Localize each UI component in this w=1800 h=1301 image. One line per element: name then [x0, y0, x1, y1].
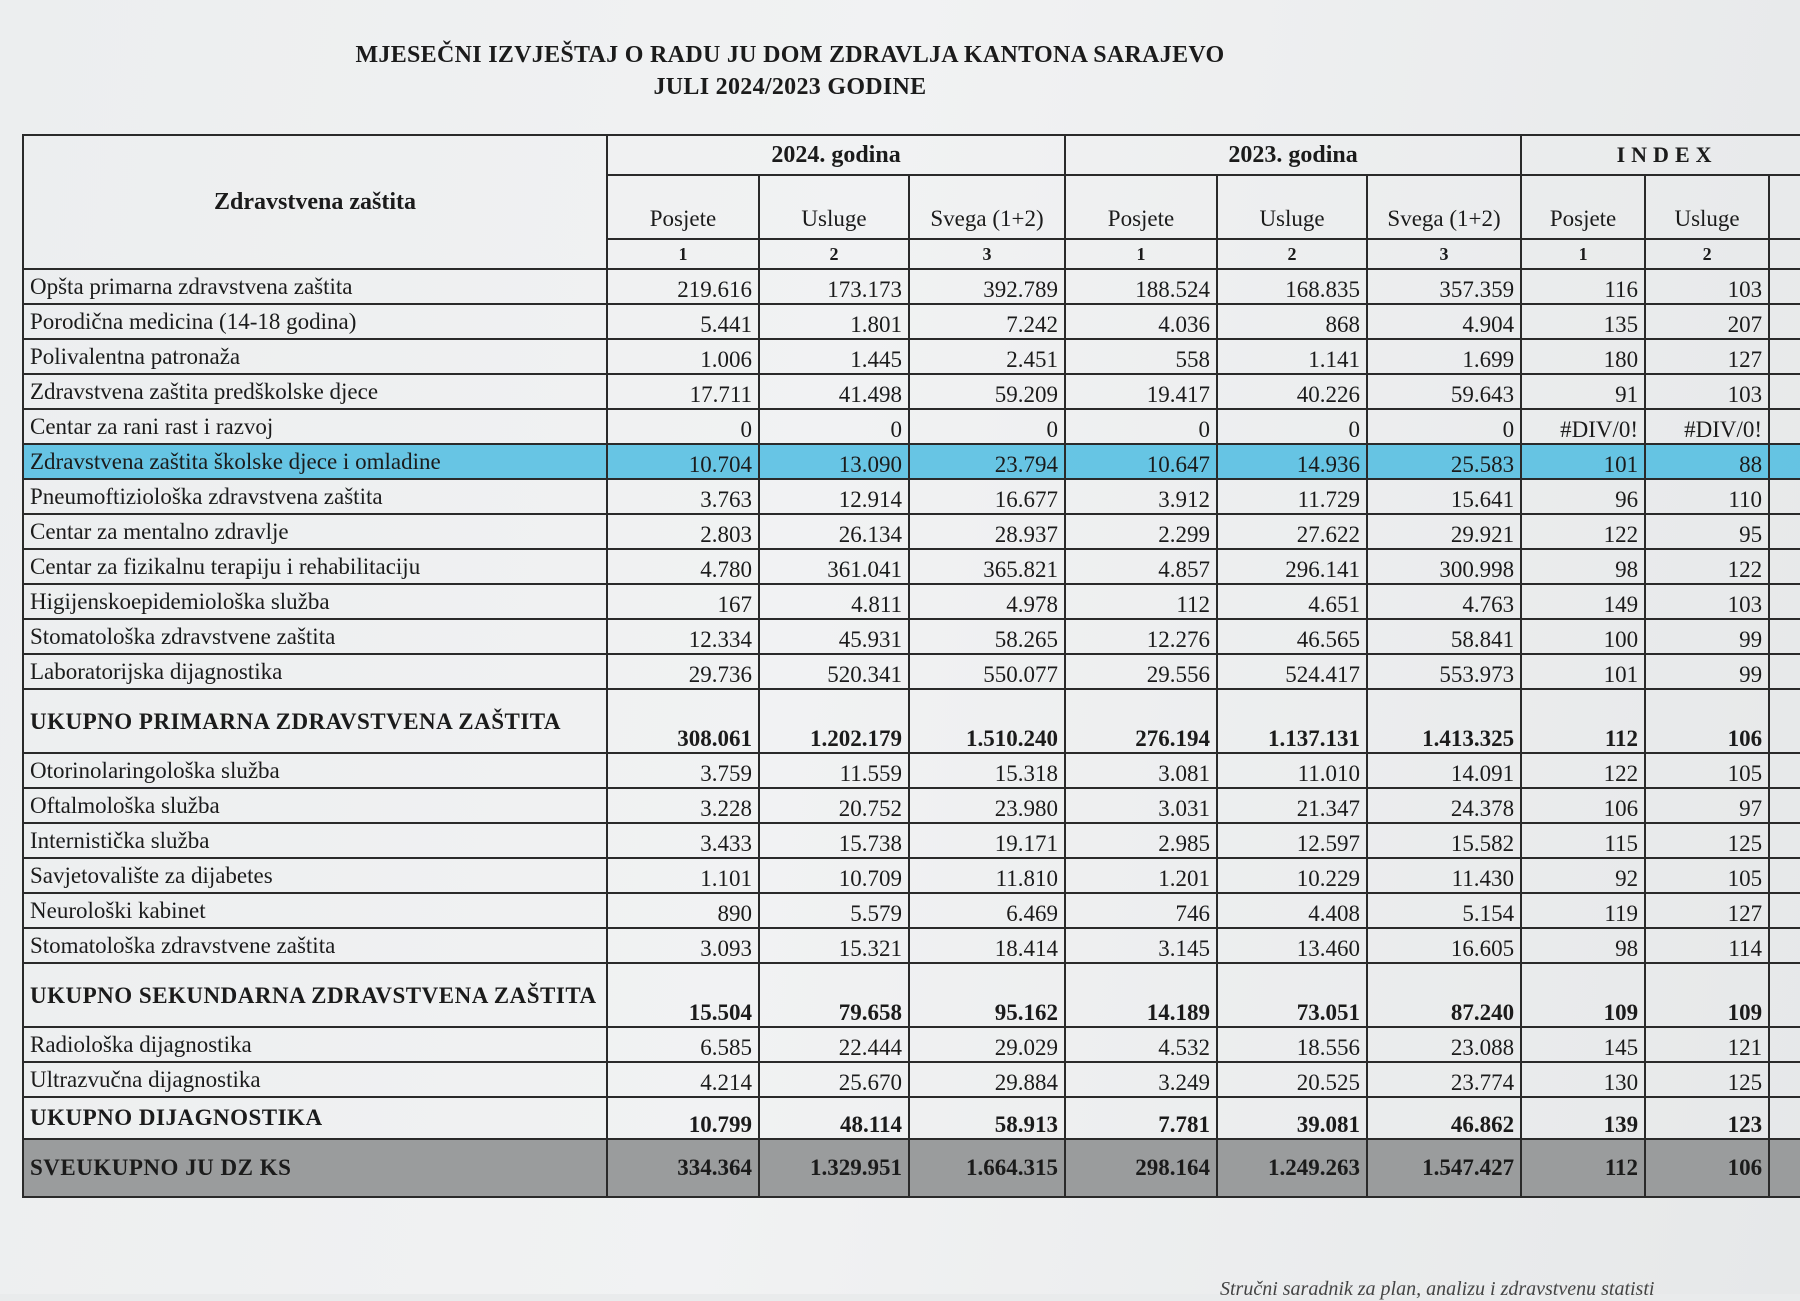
- document-subtitle: JULI 2024/2023 GODINE: [653, 74, 927, 100]
- cell-ip: 139: [1521, 1097, 1645, 1139]
- cell-ip: 112: [1521, 689, 1645, 753]
- cell-s23: 4.904: [1367, 304, 1521, 339]
- cell-ip: 96: [1521, 479, 1645, 514]
- cell-u24: 173.173: [759, 269, 909, 304]
- cell-u24: 361.041: [759, 549, 909, 584]
- cell-iu: 99: [1645, 619, 1769, 654]
- cell-u24: 41.498: [759, 374, 909, 409]
- cell-u24: 5.579: [759, 893, 909, 928]
- row-label: Zdravstvena zaštita predškolske djece: [23, 374, 607, 409]
- header-group-2024: 2024. godina: [607, 135, 1065, 175]
- header-num-1: 1: [607, 239, 759, 269]
- cell-p23: 10.647: [1065, 444, 1217, 479]
- cell-u23: 11.010: [1217, 753, 1367, 788]
- cell-extra: [1769, 823, 1800, 858]
- cell-p23: 3.031: [1065, 788, 1217, 823]
- cell-extra: [1769, 479, 1800, 514]
- report-table: [22, 134, 1800, 1198]
- cell-p24: 10.704: [607, 444, 759, 479]
- cell-s24: 29.884: [909, 1062, 1065, 1097]
- cell-s24: 95.162: [909, 963, 1065, 1027]
- row-label: Stomatološka zdravstvene zaštita: [23, 619, 607, 654]
- cell-u24: 11.559: [759, 753, 909, 788]
- row-label: Internistička služba: [23, 823, 607, 858]
- cell-s23: 29.921: [1367, 514, 1521, 549]
- header-group-index: INDEX: [1521, 135, 1800, 175]
- cell-iu: 123: [1645, 1097, 1769, 1139]
- cell-u23: 1.137.131: [1217, 689, 1367, 753]
- header-num-3: 3: [1367, 239, 1521, 269]
- cell-s24: 365.821: [909, 549, 1065, 584]
- cell-s24: 0: [909, 409, 1065, 444]
- cell-iu: 106: [1645, 689, 1769, 753]
- cell-s24: 23.794: [909, 444, 1065, 479]
- table-row: [23, 304, 1800, 339]
- cell-extra: [1769, 619, 1800, 654]
- cell-iu: 106: [1645, 1139, 1769, 1197]
- cell-p23: 2.299: [1065, 514, 1217, 549]
- row-label: Ultrazvučna dijagnostika: [23, 1062, 607, 1097]
- cell-u24: 22.444: [759, 1027, 909, 1062]
- cell-u24: 79.658: [759, 963, 909, 1027]
- cell-s23: 23.088: [1367, 1027, 1521, 1062]
- cell-ip: 92: [1521, 858, 1645, 893]
- cell-extra: [1769, 374, 1800, 409]
- header-usluge-2024: Usluge: [759, 175, 909, 239]
- header-num-1: 1: [1521, 239, 1645, 269]
- cell-p24: 167: [607, 584, 759, 619]
- header-num-2: 2: [759, 239, 909, 269]
- cell-p24: 219.616: [607, 269, 759, 304]
- cell-iu: 103: [1645, 584, 1769, 619]
- cell-extra: [1769, 444, 1800, 479]
- row-label: Centar za mentalno zdravlje: [23, 514, 607, 549]
- header-num-1: 1: [1065, 239, 1217, 269]
- cell-ip: 112: [1521, 1139, 1645, 1197]
- cell-p24: 3.759: [607, 753, 759, 788]
- cell-u24: 10.709: [759, 858, 909, 893]
- cell-u24: 45.931: [759, 619, 909, 654]
- cell-iu: 127: [1645, 893, 1769, 928]
- cell-p24: 5.441: [607, 304, 759, 339]
- header-usluge-index: Usluge: [1645, 175, 1769, 239]
- table-row: [23, 928, 1800, 963]
- row-label: Stomatološka zdravstvene zaštita: [23, 928, 607, 963]
- table-row: [23, 1062, 1800, 1097]
- cell-p23: 3.249: [1065, 1062, 1217, 1097]
- cell-u23: 10.229: [1217, 858, 1367, 893]
- table-row: [23, 409, 1800, 444]
- cell-extra: [1769, 858, 1800, 893]
- cell-iu: 105: [1645, 858, 1769, 893]
- row-label: Oftalmološka služba: [23, 788, 607, 823]
- cell-iu: #DIV/0!: [1645, 409, 1769, 444]
- cell-extra: [1769, 753, 1800, 788]
- header-num-2: 2: [1645, 239, 1769, 269]
- cell-s23: 23.774: [1367, 1062, 1521, 1097]
- cell-s24: 19.171: [909, 823, 1065, 858]
- cell-p24: 3.763: [607, 479, 759, 514]
- table-row: [23, 654, 1800, 689]
- cell-extra: [1769, 963, 1800, 1027]
- cell-p24: 29.736: [607, 654, 759, 689]
- table-row: [23, 689, 1800, 753]
- cell-s24: 59.209: [909, 374, 1065, 409]
- cell-s23: 46.862: [1367, 1097, 1521, 1139]
- cell-ip: 130: [1521, 1062, 1645, 1097]
- cell-u23: 524.417: [1217, 654, 1367, 689]
- cell-s23: 0: [1367, 409, 1521, 444]
- cell-p23: 1.201: [1065, 858, 1217, 893]
- cell-s23: 24.378: [1367, 788, 1521, 823]
- cell-u23: 46.565: [1217, 619, 1367, 654]
- header-posjete-2024: Posjete: [607, 175, 759, 239]
- cell-ip: 98: [1521, 928, 1645, 963]
- table-row: [23, 444, 1800, 479]
- header-svega-2024: Svega (1+2): [909, 175, 1065, 239]
- cell-iu: 105: [1645, 753, 1769, 788]
- row-label: Opšta primarna zdravstvena zaštita: [23, 269, 607, 304]
- cell-extra: [1769, 928, 1800, 963]
- cell-ip: 116: [1521, 269, 1645, 304]
- cell-u23: 27.622: [1217, 514, 1367, 549]
- footer-note: Stručni saradnik za plan, analizu i zdravstvenu statisti: [1220, 1278, 1655, 1300]
- cell-s24: 15.318: [909, 753, 1065, 788]
- header-usluge-2023: Usluge: [1217, 175, 1367, 239]
- cell-ip: 101: [1521, 444, 1645, 479]
- cell-u24: 15.738: [759, 823, 909, 858]
- cell-extra: [1769, 1097, 1800, 1139]
- cell-s23: 11.430: [1367, 858, 1521, 893]
- cell-u24: 20.752: [759, 788, 909, 823]
- cell-ip: 180: [1521, 339, 1645, 374]
- row-label: UKUPNO PRIMARNA ZDRAVSTVENA ZAŠTITA: [23, 689, 607, 753]
- cell-u24: 1.329.951: [759, 1139, 909, 1197]
- header-num-2: 2: [1217, 239, 1367, 269]
- table-row: [23, 339, 1800, 374]
- table-row: [23, 619, 1800, 654]
- cell-p24: 1.101: [607, 858, 759, 893]
- cell-s24: 11.810: [909, 858, 1065, 893]
- cell-iu: 97: [1645, 788, 1769, 823]
- row-label: Laboratorijska dijagnostika: [23, 654, 607, 689]
- table-row: [23, 269, 1800, 304]
- cell-p24: 6.585: [607, 1027, 759, 1062]
- cell-ip: 109: [1521, 963, 1645, 1027]
- cell-p23: 0: [1065, 409, 1217, 444]
- cell-extra: [1769, 1027, 1800, 1062]
- table-row: [23, 1027, 1800, 1062]
- cell-p23: 112: [1065, 584, 1217, 619]
- cell-iu: 110: [1645, 479, 1769, 514]
- cell-iu: 121: [1645, 1027, 1769, 1062]
- cell-p24: 17.711: [607, 374, 759, 409]
- report-body: [23, 269, 1800, 1197]
- cell-u23: 73.051: [1217, 963, 1367, 1027]
- table-row: [23, 1097, 1800, 1139]
- cell-u23: 168.835: [1217, 269, 1367, 304]
- document-title: MJESEČNI IZVJEŠTAJ O RADU JU DOM ZDRAVLJA KANTONA SARAJEVO: [355, 42, 1225, 68]
- cell-p24: 3.093: [607, 928, 759, 963]
- row-label: Radiološka dijagnostika: [23, 1027, 607, 1062]
- header-extra-index: [1769, 175, 1800, 239]
- row-label: Higijenskoepidemiološka služba: [23, 584, 607, 619]
- table-row: [23, 858, 1800, 893]
- cell-p24: 308.061: [607, 689, 759, 753]
- cell-s24: 28.937: [909, 514, 1065, 549]
- cell-p24: 4.214: [607, 1062, 759, 1097]
- cell-iu: 109: [1645, 963, 1769, 1027]
- cell-p24: 4.780: [607, 549, 759, 584]
- cell-u23: 4.651: [1217, 584, 1367, 619]
- cell-p23: 746: [1065, 893, 1217, 928]
- cell-s24: 1.510.240: [909, 689, 1065, 753]
- cell-p23: 3.145: [1065, 928, 1217, 963]
- cell-u24: 15.321: [759, 928, 909, 963]
- cell-s24: 2.451: [909, 339, 1065, 374]
- cell-u23: 40.226: [1217, 374, 1367, 409]
- cell-u24: 4.811: [759, 584, 909, 619]
- cell-p24: 0: [607, 409, 759, 444]
- cell-u23: 12.597: [1217, 823, 1367, 858]
- cell-u23: 11.729: [1217, 479, 1367, 514]
- cell-ip: 149: [1521, 584, 1645, 619]
- cell-extra: [1769, 269, 1800, 304]
- cell-extra: [1769, 788, 1800, 823]
- cell-s23: 16.605: [1367, 928, 1521, 963]
- row-label: SVEUKUPNO JU DZ KS: [23, 1139, 607, 1197]
- cell-extra: [1769, 893, 1800, 928]
- table-row: [23, 549, 1800, 584]
- header-posjete-2023: Posjete: [1065, 175, 1217, 239]
- cell-u23: 4.408: [1217, 893, 1367, 928]
- row-label: UKUPNO SEKUNDARNA ZDRAVSTVENA ZAŠTITA: [23, 963, 607, 1027]
- cell-s24: 7.242: [909, 304, 1065, 339]
- cell-extra: [1769, 409, 1800, 444]
- cell-u24: 25.670: [759, 1062, 909, 1097]
- cell-u24: 520.341: [759, 654, 909, 689]
- cell-ip: 106: [1521, 788, 1645, 823]
- header-svega-2023: Svega (1+2): [1367, 175, 1521, 239]
- cell-p23: 4.532: [1065, 1027, 1217, 1062]
- cell-iu: 125: [1645, 1062, 1769, 1097]
- cell-iu: 103: [1645, 374, 1769, 409]
- cell-p24: 3.228: [607, 788, 759, 823]
- cell-s24: 58.913: [909, 1097, 1065, 1139]
- cell-p24: 890: [607, 893, 759, 928]
- cell-ip: #DIV/0!: [1521, 409, 1645, 444]
- cell-u23: 296.141: [1217, 549, 1367, 584]
- row-label: Savjetovalište za dijabetes: [23, 858, 607, 893]
- cell-iu: 103: [1645, 269, 1769, 304]
- cell-s23: 58.841: [1367, 619, 1521, 654]
- cell-p23: 2.985: [1065, 823, 1217, 858]
- cell-s23: 15.582: [1367, 823, 1521, 858]
- cell-p23: 298.164: [1065, 1139, 1217, 1197]
- cell-p24: 1.006: [607, 339, 759, 374]
- cell-ip: 98: [1521, 549, 1645, 584]
- cell-p24: 10.799: [607, 1097, 759, 1139]
- cell-p23: 3.912: [1065, 479, 1217, 514]
- cell-u23: 868: [1217, 304, 1367, 339]
- cell-u23: 18.556: [1217, 1027, 1367, 1062]
- row-label: Pneumoftiziološka zdravstvena zaštita: [23, 479, 607, 514]
- cell-p23: 4.857: [1065, 549, 1217, 584]
- cell-u24: 0: [759, 409, 909, 444]
- table-row: [23, 823, 1800, 858]
- cell-s23: 1.413.325: [1367, 689, 1521, 753]
- cell-u23: 0: [1217, 409, 1367, 444]
- cell-ip: 91: [1521, 374, 1645, 409]
- table-row: [23, 514, 1800, 549]
- cell-p23: 12.276: [1065, 619, 1217, 654]
- row-label: Centar za fizikalnu terapiju i rehabilitaciju: [23, 549, 607, 584]
- cell-ip: 101: [1521, 654, 1645, 689]
- header-zdravstvena-zastita: Zdravstvena zaštita: [23, 135, 607, 269]
- cell-p23: 188.524: [1065, 269, 1217, 304]
- cell-p23: 276.194: [1065, 689, 1217, 753]
- cell-s23: 357.359: [1367, 269, 1521, 304]
- cell-s24: 6.469: [909, 893, 1065, 928]
- cell-p24: 334.364: [607, 1139, 759, 1197]
- table-row: [23, 893, 1800, 928]
- cell-s24: 4.978: [909, 584, 1065, 619]
- cell-extra: [1769, 1062, 1800, 1097]
- cell-u23: 39.081: [1217, 1097, 1367, 1139]
- cell-u24: 1.202.179: [759, 689, 909, 753]
- cell-s24: 29.029: [909, 1027, 1065, 1062]
- cell-iu: 122: [1645, 549, 1769, 584]
- cell-u24: 1.445: [759, 339, 909, 374]
- cell-u24: 13.090: [759, 444, 909, 479]
- row-label: Polivalentna patronaža: [23, 339, 607, 374]
- cell-iu: 99: [1645, 654, 1769, 689]
- row-label: Zdravstvena zaštita školske djece i omladine: [23, 444, 607, 479]
- cell-s24: 16.677: [909, 479, 1065, 514]
- header-num-3: 3: [909, 239, 1065, 269]
- cell-s24: 550.077: [909, 654, 1065, 689]
- cell-u24: 48.114: [759, 1097, 909, 1139]
- cell-u24: 12.914: [759, 479, 909, 514]
- cell-u23: 1.141: [1217, 339, 1367, 374]
- cell-s24: 18.414: [909, 928, 1065, 963]
- cell-p23: 29.556: [1065, 654, 1217, 689]
- cell-p23: 558: [1065, 339, 1217, 374]
- cell-s23: 300.998: [1367, 549, 1521, 584]
- header-group-2023: 2023. godina: [1065, 135, 1521, 175]
- cell-s23: 87.240: [1367, 963, 1521, 1027]
- cell-extra: [1769, 654, 1800, 689]
- cell-p23: 19.417: [1065, 374, 1217, 409]
- cell-s23: 553.973: [1367, 654, 1521, 689]
- cell-iu: 95: [1645, 514, 1769, 549]
- table-row: [23, 963, 1800, 1027]
- header-posjete-index: Posjete: [1521, 175, 1645, 239]
- cell-s24: 23.980: [909, 788, 1065, 823]
- cell-iu: 114: [1645, 928, 1769, 963]
- cell-u23: 13.460: [1217, 928, 1367, 963]
- cell-p23: 4.036: [1065, 304, 1217, 339]
- cell-extra: [1769, 549, 1800, 584]
- cell-u23: 20.525: [1217, 1062, 1367, 1097]
- cell-u23: 21.347: [1217, 788, 1367, 823]
- header-num-extra: [1769, 239, 1800, 269]
- cell-ip: 122: [1521, 753, 1645, 788]
- cell-p23: 7.781: [1065, 1097, 1217, 1139]
- cell-p24: 12.334: [607, 619, 759, 654]
- cell-p23: 3.081: [1065, 753, 1217, 788]
- cell-s24: 1.664.315: [909, 1139, 1065, 1197]
- row-label: Otorinolaringološka služba: [23, 753, 607, 788]
- cell-extra: [1769, 689, 1800, 753]
- cell-iu: 127: [1645, 339, 1769, 374]
- cell-s24: 58.265: [909, 619, 1065, 654]
- cell-p23: 14.189: [1065, 963, 1217, 1027]
- cell-ip: 119: [1521, 893, 1645, 928]
- cell-iu: 207: [1645, 304, 1769, 339]
- table-row: [23, 788, 1800, 823]
- cell-s23: 4.763: [1367, 584, 1521, 619]
- cell-iu: 125: [1645, 823, 1769, 858]
- cell-extra: [1769, 584, 1800, 619]
- cell-iu: 88: [1645, 444, 1769, 479]
- cell-s23: 15.641: [1367, 479, 1521, 514]
- cell-ip: 135: [1521, 304, 1645, 339]
- cell-extra: [1769, 514, 1800, 549]
- cell-p24: 3.433: [607, 823, 759, 858]
- cell-s23: 1.547.427: [1367, 1139, 1521, 1197]
- row-label: Porodična medicina (14-18 godina): [23, 304, 607, 339]
- cell-s23: 59.643: [1367, 374, 1521, 409]
- cell-ip: 122: [1521, 514, 1645, 549]
- cell-ip: 145: [1521, 1027, 1645, 1062]
- cell-s24: 392.789: [909, 269, 1065, 304]
- cell-u24: 1.801: [759, 304, 909, 339]
- cell-ip: 100: [1521, 619, 1645, 654]
- row-label: Centar za rani rast i razvoj: [23, 409, 607, 444]
- cell-extra: [1769, 304, 1800, 339]
- cell-s23: 1.699: [1367, 339, 1521, 374]
- table-row: [23, 1139, 1800, 1197]
- table-row: [23, 374, 1800, 409]
- cell-s23: 14.091: [1367, 753, 1521, 788]
- cell-p24: 15.504: [607, 963, 759, 1027]
- cell-u23: 1.249.263: [1217, 1139, 1367, 1197]
- table-row: [23, 584, 1800, 619]
- cell-p24: 2.803: [607, 514, 759, 549]
- table-row: [23, 753, 1800, 788]
- cell-extra: [1769, 1139, 1800, 1197]
- cell-extra: [1769, 339, 1800, 374]
- table-row: [23, 479, 1800, 514]
- row-label: Neurološki kabinet: [23, 893, 607, 928]
- cell-s23: 25.583: [1367, 444, 1521, 479]
- cell-ip: 115: [1521, 823, 1645, 858]
- cell-s23: 5.154: [1367, 893, 1521, 928]
- row-label: UKUPNO DIJAGNOSTIKA: [23, 1097, 607, 1139]
- cell-u24: 26.134: [759, 514, 909, 549]
- cell-u23: 14.936: [1217, 444, 1367, 479]
